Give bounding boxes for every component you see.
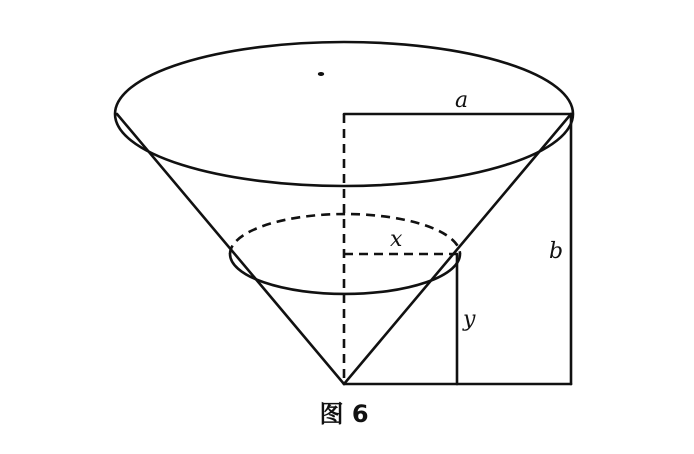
figure-caption: 图 6 [319, 400, 369, 428]
speck-mark [318, 72, 324, 76]
label-b: b [549, 239, 564, 264]
label-a: a [455, 88, 469, 113]
label-y: y [463, 307, 476, 332]
label-x: x [390, 227, 403, 252]
